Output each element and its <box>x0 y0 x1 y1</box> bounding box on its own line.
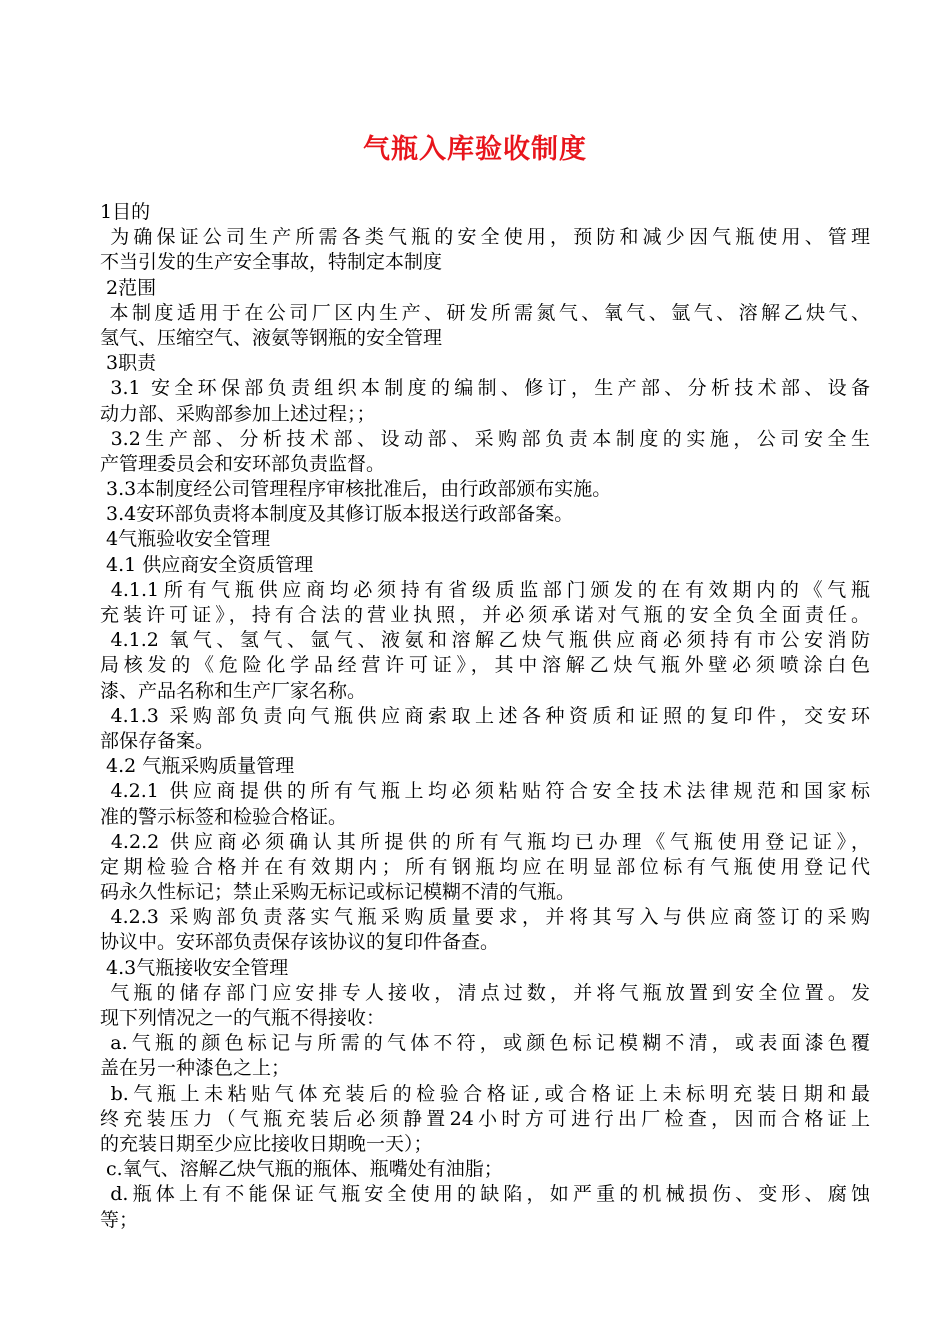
paragraph-line: 4.2.3 采购部负责落实气瓶采购质量要求，并将其写入与供应商签订的采购 <box>100 906 870 929</box>
paragraph-line: 定期检验合格并在有效期内；所有钢瓶均应在明显部位标有气瓶使用登记代 <box>100 855 870 878</box>
paragraph-line: b.气瓶上未粘贴气体充装后的检验合格证,或合格证上未标明充装日期和最 <box>100 1082 870 1105</box>
paragraph-line: 终充装压力（气瓶充装后必须静置24小时方可进行出厂检查，因而合格证上 <box>100 1107 870 1130</box>
paragraph-line: 4.1.1所有气瓶供应商均必须持有省级质监部门颁发的在有效期内的《气瓶 <box>100 578 870 601</box>
paragraph-line: 的充装日期至少应比接收日期晚一天）； <box>100 1132 433 1155</box>
document-body <box>100 200 870 1233</box>
paragraph-line: 2范围 <box>100 276 157 299</box>
paragraph-line: 盖在另一种漆色之上； <box>100 1057 291 1080</box>
paragraph-line: 4.2 气瓶采购质量管理 <box>100 755 295 778</box>
paragraph-line: 3.2生产部、分析技术部、设动部、采购部负责本制度的实施，公司安全生 <box>100 427 870 450</box>
paragraph-line: 氢气、压缩空气、液氨等钢瓶的安全管理 <box>100 326 443 349</box>
paragraph-line: 4.1 供应商安全资质管理 <box>100 553 314 576</box>
paragraph-line: 3.3本制度经公司管理程序审核批准后，由行政部颁布实施。 <box>100 478 612 501</box>
paragraph-line: 4.3气瓶接收安全管理 <box>100 956 289 979</box>
paragraph-line: 不当引发的生产安全事故，特制定本制度 <box>100 251 443 274</box>
paragraph-line: 等； <box>100 1208 139 1231</box>
paragraph-line: d.瓶体上有不能保证气瓶安全使用的缺陷，如严重的机械损伤、变形、腐蚀 <box>100 1183 870 1206</box>
paragraph-line: 4气瓶验收安全管理 <box>100 528 271 551</box>
paragraph-line: 现下列情况之一的气瓶不得接收： <box>100 1007 386 1029</box>
paragraph-line: 3.1 安全环保部负责组织本制度的编制、修订，生产部、分析技术部、设备 <box>100 377 870 400</box>
paragraph-line: 码永久性标记；禁止采购无标记或标记模糊不清的气瓶。 <box>100 881 576 904</box>
paragraph-line: 3职责 <box>100 352 157 375</box>
paragraph-line: 产管理委员会和安环部负责监督。 <box>100 452 386 475</box>
paragraph-line: c.氧气、溶解乙炔气瓶的瓶体、瓶嘴处有油脂； <box>100 1158 503 1181</box>
paragraph-line: a.气瓶的颜色标记与所需的气体不符，或颜色标记模糊不清，或表面漆色覆 <box>100 1032 870 1055</box>
paragraph-line: 本制度适用于在公司厂区内生产、研发所需氮气、氧气、氩气、溶解乙炔气、 <box>100 301 870 324</box>
paragraph-line: 4.2.1 供应商提供的所有气瓶上均必须粘贴符合安全技术法律规范和国家标 <box>100 780 870 803</box>
paragraph-line: 4.2.2 供应商必须确认其所提供的所有气瓶均已办理《气瓶使用登记证》， <box>100 830 870 853</box>
paragraph-line: 4.1.2 氧气、氢气、氩气、液氨和溶解乙炔气瓶供应商必须持有市公安消防 <box>100 629 870 652</box>
paragraph-line: 4.1.3 采购部负责向气瓶供应商索取上述各种资质和证照的复印件，交安环 <box>100 704 870 727</box>
page-title: 气瓶入库验收制度 <box>363 134 587 165</box>
paragraph-line: 漆、产品名称和生产厂家名称。 <box>100 679 367 702</box>
paragraph-line: 动力部、采购部参加上述过程；； <box>100 402 376 425</box>
paragraph-line: 局核发的《危险化学品经营许可证》，其中溶解乙炔气瓶外壁必须喷涂白色 <box>100 654 870 677</box>
paragraph-line: 3.4安环部负责将本制度及其修订版本报送行政部备案。 <box>100 503 574 526</box>
paragraph-line: 为确保证公司生产所需各类气瓶的安全使用，预防和减少因气瓶使用、管理 <box>100 226 870 249</box>
paragraph-line: 1目的 <box>100 201 151 223</box>
paragraph-line: 充装许可证》，持有合法的营业执照，并必须承诺对气瓶的安全负全面责任。 <box>100 604 870 626</box>
paragraph-line: 准的警示标签和检验合格证。 <box>100 805 348 828</box>
paragraph-line: 气瓶的储存部门应安排专人接收，清点过数，并将气瓶放置到安全位置。发 <box>100 981 870 1004</box>
paragraph-line: 部保存备案。 <box>100 729 215 752</box>
paragraph-line: 协议中。安环部负责保存该协议的复印件备查。 <box>100 931 500 954</box>
